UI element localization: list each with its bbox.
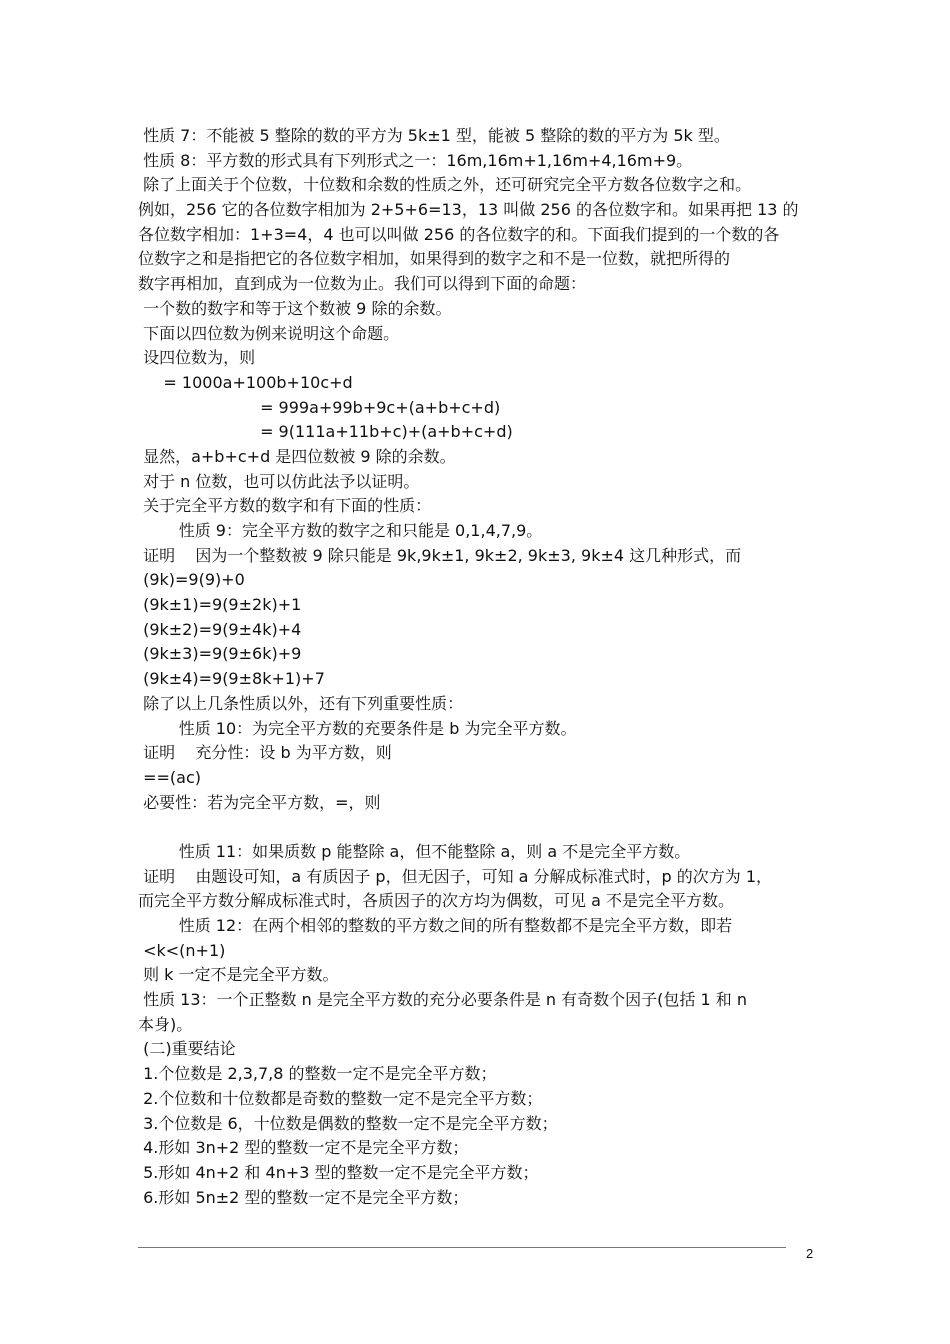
text-line: 证明 由题设可知，a 有质因子 p，但无因子，可知 a 分解成标准式时，p 的次方为 1， (138, 866, 773, 886)
text-line: (9k)=9(9)+0 (138, 570, 245, 590)
text-line: 位数字之和是指把它的各位数字相加，如果得到的数字之和不是一位数，就把所得的 (138, 249, 731, 269)
text-line: 性质 8：平方数的形式具有下列形式之一：16m,16m+1,16m+4,16m+9。 (138, 150, 693, 170)
text-line: 例如，256 它的各位数字相加为 2+5+6=13，13 叫做 256 的各位数字和。如果再把 13 的 (138, 200, 799, 220)
text-line: 对于 n 位数，也可以仿此法予以证明。 (138, 471, 420, 491)
text-line: 性质 9：完全平方数的数字之和只能是 0,1,4,7,9。 (138, 521, 543, 540)
text-line: 则 k 一定不是完全平方数。 (138, 965, 339, 985)
text-line: 性质 10：为完全平方数的充要条件是 b 为完全平方数。 (138, 718, 577, 738)
text-line: 性质 13：一个正整数 n 是完全平方数的充分必要条件是 n 有奇数个因子(包括 1 和 n (138, 990, 747, 1010)
text-line: 一个数的数字和等于这个数被 9 除的余数。 (138, 298, 452, 318)
text-line: (二)重要结论 (138, 1039, 236, 1059)
text-line: 本身)。 (138, 1014, 193, 1034)
text-line: 各位数字相加：1+3=4，4 也可以叫做 256 的各位数字的和。下面我们提到的一个数的各 (138, 224, 780, 244)
text-line: 关于完全平方数的数字和有下面的性质： (138, 496, 432, 516)
footer-divider (138, 1247, 786, 1248)
text-line: 除了以上几条性质以外，还有下列重要性质： (138, 693, 464, 713)
text-line: <k<(n+1) (138, 940, 226, 960)
text-line: 设四位数为，则 (138, 348, 256, 368)
text-line: (9k±4)=9(9±8k+1)+7 (138, 669, 325, 689)
text-line: 5.形如 4n+2 和 4n+3 型的整数一定不是完全平方数； (138, 1162, 539, 1182)
text-line: = 9(111a+11b+c)+(a+b+c+d) (138, 422, 513, 442)
text-line: 证明 因为一个整数被 9 除只能是 9k,9k±1, 9k±2, 9k±3, 9k±4 这几种形式，而 (138, 545, 742, 565)
text-line: 显然，a+b+c+d 是四位数被 9 除的余数。 (138, 446, 456, 466)
text-line: (9k±1)=9(9±2k)+1 (138, 595, 302, 615)
text-line: 必要性：若为完全平方数，=，则 (138, 792, 381, 812)
blank-line (138, 815, 820, 840)
text-line: 下面以四位数为例来说明这个命题。 (138, 323, 400, 343)
text-line: 数字再相加，直到成为一位数为止。我们可以得到下面的命题： (138, 274, 587, 294)
text-line: 除了上面关于个位数，十位数和余数的性质之外，还可研究完全平方数各位数字之和。 (138, 175, 752, 195)
text-line: 3.个位数是 6，十位数是偶数的整数一定不是完全平方数； (138, 1113, 558, 1133)
text-line: = 999a+99b+9c+(a+b+c+d) (138, 397, 501, 417)
text-line: 性质 11：如果质数 p 能整除 a，但不能整除 a，则 a 不是完全平方数。 (138, 841, 691, 861)
text-line: ==(ac) (138, 767, 201, 787)
text-line: 性质 7：不能被 5 整除的数的平方为 5k±1 型，能被 5 整除的数的平方为 5k 型。 (138, 126, 730, 145)
text-line: 6.形如 5n±2 型的整数一定不是完全平方数； (138, 1187, 469, 1207)
text-line: 2.个位数和十位数都是奇数的整数一定不是完全平方数； (138, 1088, 543, 1108)
text-line: = 1000a+100b+10c+d (138, 372, 353, 392)
document-body (138, 124, 820, 1210)
text-line: 4.形如 3n+2 型的整数一定不是完全平方数； (138, 1138, 469, 1158)
text-line: 性质 12：在两个相邻的整数的平方数之间的所有整数都不是完全平方数，即若 (138, 916, 733, 935)
text-line: 而完全平方数分解成标准式时，各质因子的次方均为偶数，可见 a 不是完全平方数。 (138, 891, 734, 911)
text-line: (9k±3)=9(9±6k)+9 (138, 644, 302, 664)
text-line: (9k±2)=9(9±4k)+4 (138, 619, 302, 639)
page-number: 2 (806, 1246, 814, 1261)
text-line: 1.个位数是 2,3,7,8 的整数一定不是完全平方数； (138, 1064, 497, 1084)
text-line: 证明 充分性：设 b 为平方数，则 (138, 743, 392, 763)
